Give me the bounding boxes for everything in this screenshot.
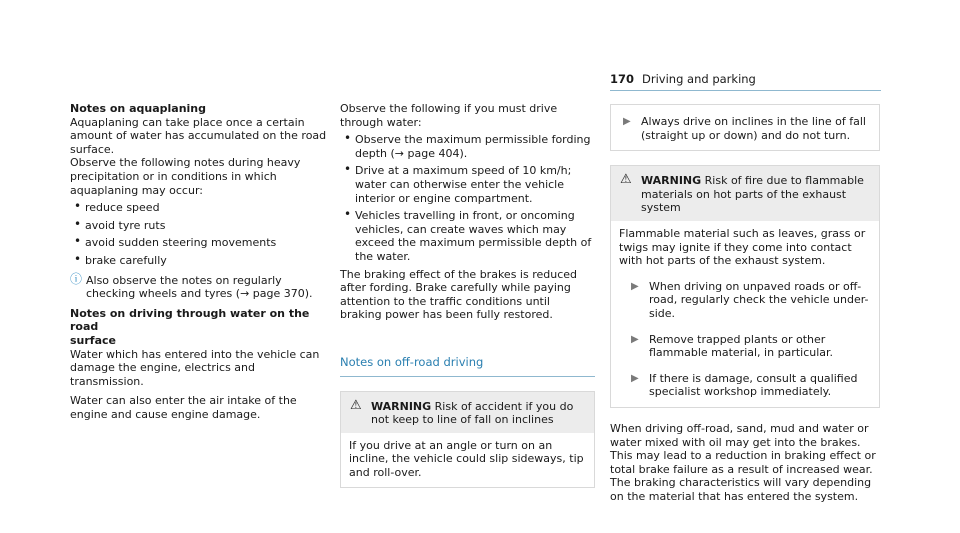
paragraph: When driving off-road, sand, mud and water or water mixed with oil may get into the brakes. This may lead to a reduction in braking effect or total brake failure as a result of increased wear. The braking characteristics will vary depending on the material that has entered the system.	[610, 421, 876, 503]
info-icon: ⓘ	[70, 271, 83, 286]
header-divider	[610, 90, 881, 91]
heading-water: Notes on driving through water on the road surface	[70, 306, 310, 347]
warning-icon: ⚠	[350, 397, 362, 413]
warning-label: WARNING	[371, 399, 432, 413]
paragraph: Water which has entered into the vehicle can damage the engine, electrics and transmission.	[70, 347, 320, 388]
column-1	[70, 102, 328, 421]
warning-header	[341, 392, 594, 433]
arrow-icon: ▶	[631, 280, 639, 292]
list-item: • Observe the maximum permissible fording depth (→ page 404).	[340, 133, 595, 160]
list-item: • brake carefully	[70, 254, 328, 268]
list-item: • avoid sudden steering movements	[70, 236, 328, 250]
list-item: • Drive at a maximum speed of 10 km/h; water can otherwise enter the vehicle interior or engine compartment.	[340, 164, 595, 205]
warning-body: Flammable material such as leaves, grass or twigs may ignite if they come into contact with hot parts of the exhaust system. ▶ When driving on unpaved roads or off-road, regularly check the vehicle under-side. ▶ Remove trapped plants or other flammable material, in particular. ▶ If there is damage, consult a qualified specialist workshop immediately.	[611, 221, 879, 407]
bullet-list	[70, 201, 328, 267]
bullet-list	[340, 133, 595, 263]
page-number: 170	[610, 72, 635, 86]
section-divider	[340, 376, 595, 377]
note-text: Also observe the notes on regularly checking wheels and tyres (→ page 370).	[86, 273, 313, 301]
column-2	[340, 102, 595, 488]
arrow-icon: ▶	[631, 372, 639, 384]
warning-label: WARNING	[641, 174, 702, 188]
paragraph: Observe the following notes during heavy precipitation or in conditions in which aquaplaning may occur:	[70, 156, 301, 197]
warning-body: If you drive at an angle or turn on an incline, the vehicle could slip sideways, tip and roll-over.	[349, 438, 584, 479]
step-item: ▶ Remove trapped plants or other flammable material, in particular.	[631, 332, 834, 360]
section-heading: Notes on off-road driving	[340, 354, 484, 369]
page-header	[610, 72, 756, 86]
paragraph: Aquaplaning can take place once a certain amount of water has accumulated on the road surface.	[70, 115, 327, 156]
warning-continued-box	[610, 104, 880, 151]
list-item: • Vehicles travelling in front, or oncoming vehicles, can create waves which may exceed the maximum permissible depth of the water.	[340, 209, 595, 263]
warning-header	[611, 166, 879, 221]
column-3	[610, 104, 880, 503]
step-item: ▶ If there is damage, consult a qualified specialist workshop immediately.	[631, 371, 858, 399]
step-item: ▶ When driving on unpaved roads or off-road, regularly check the vehicle under-side.	[631, 279, 869, 320]
paragraph: Water can also enter the air intake of the engine and cause engine damage.	[70, 394, 297, 421]
heading-aquaplaning: Notes on aquaplaning	[70, 102, 207, 115]
paragraph: Observe the following if you must drive through water:	[340, 102, 558, 129]
warning-icon: ⚠	[620, 172, 632, 188]
list-item: • reduce speed	[70, 201, 328, 215]
info-note	[70, 271, 328, 301]
arrow-icon: ▶	[631, 333, 639, 345]
paragraph: The braking effect of the brakes is reduced after fording. Brake carefully while paying attention to the traffic conditions until braking power has been fully restored.	[340, 267, 577, 322]
warning-box	[340, 391, 595, 489]
warning-title: Risk of accident if you do not keep to line of fall on inclines	[371, 399, 574, 427]
warning-box	[610, 165, 880, 408]
warning-title: Risk of fire due to flammable materials on hot parts of the exhaust system	[641, 174, 864, 215]
list-item: • avoid tyre ruts	[70, 219, 328, 233]
step-item: ▶ Always drive on inclines in the line of fall (straight up or down) and do not turn.	[623, 115, 866, 142]
section-title: Driving and parking	[642, 72, 756, 86]
arrow-icon: ▶	[623, 116, 631, 127]
